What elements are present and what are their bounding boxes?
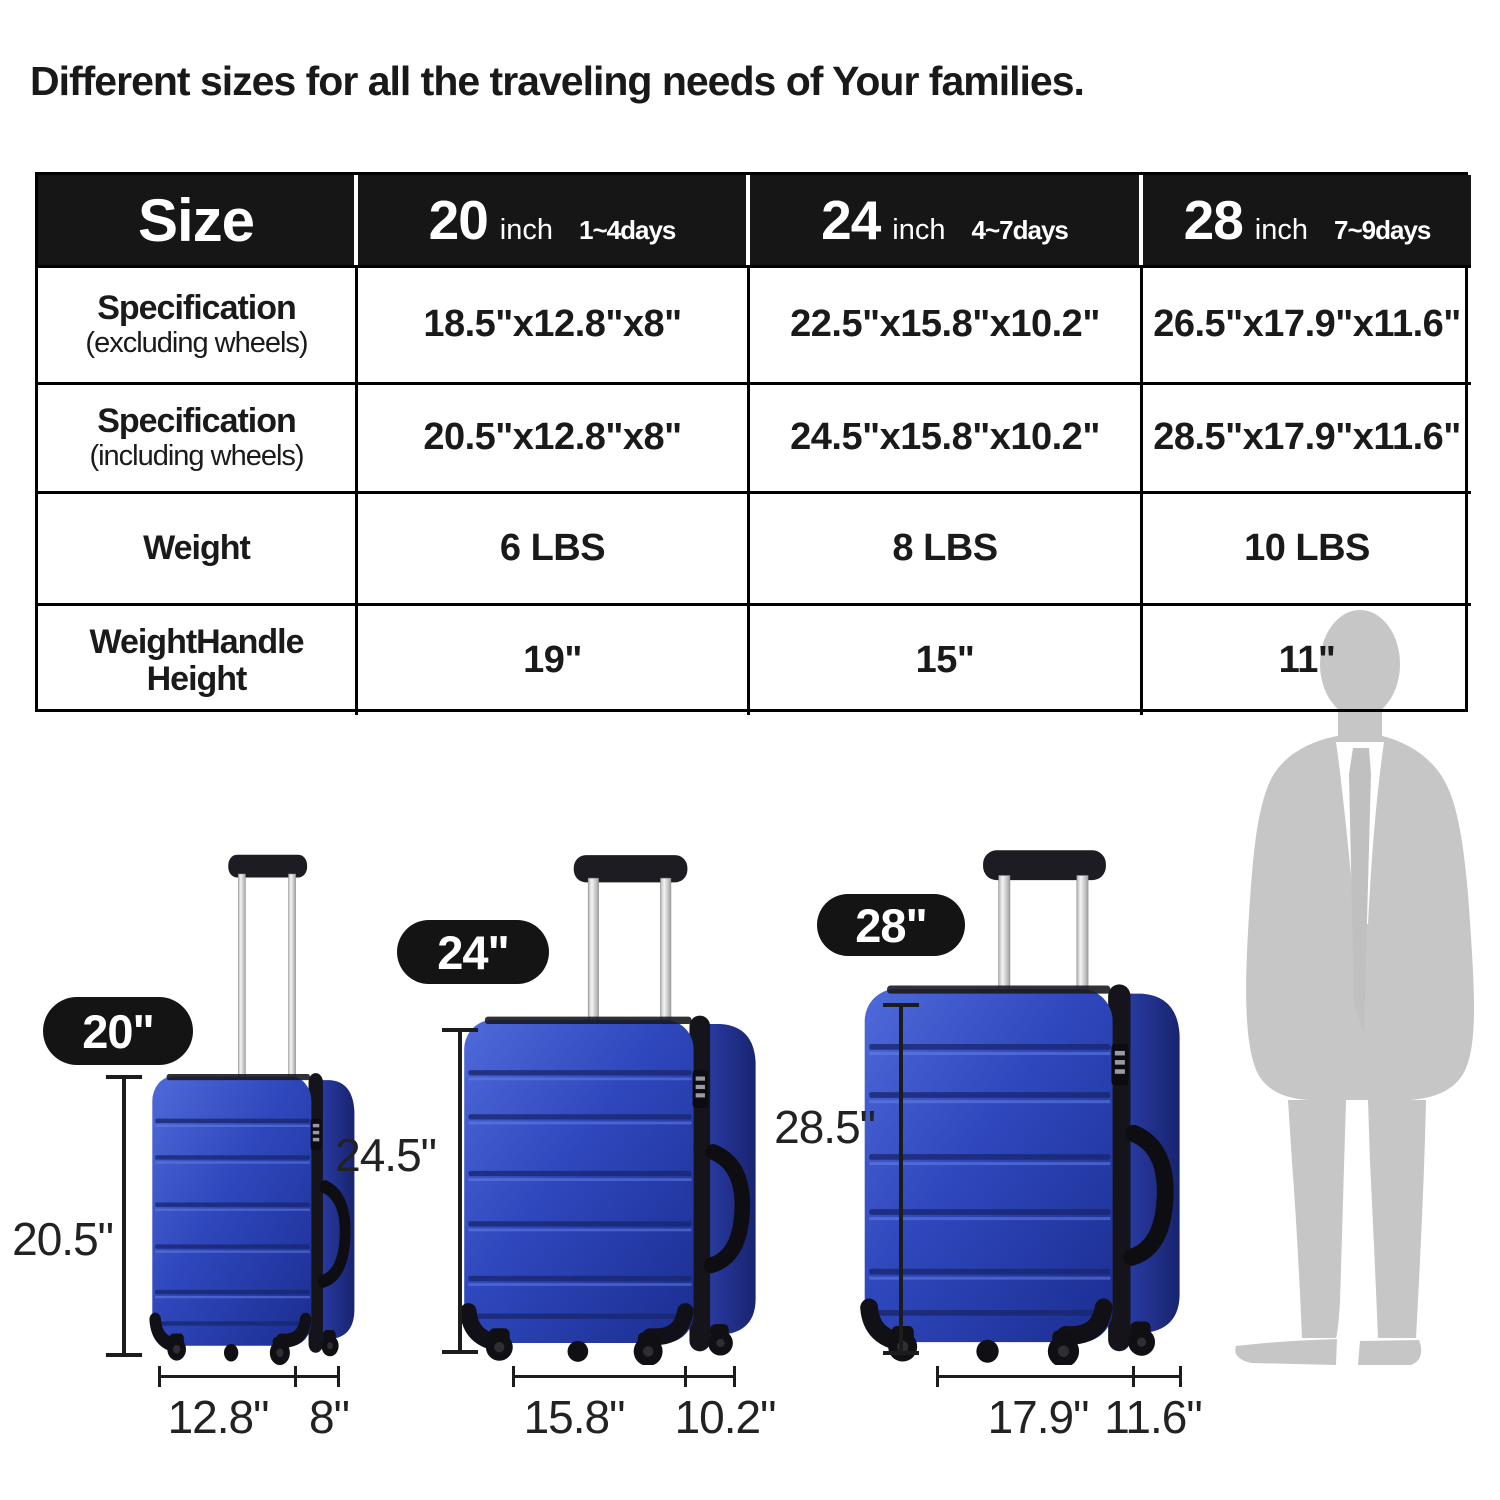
row-label-spec-including: Specification (including wheels) <box>38 382 358 491</box>
table-cell: 15" <box>750 603 1143 715</box>
width-label-20: 12.8" <box>167 1391 269 1443</box>
row-label-handle-height: WeightHandle Height <box>38 603 358 715</box>
badge-20-inch: 20" <box>43 997 193 1065</box>
row-label-weight: Weight <box>38 491 358 603</box>
size-20-days: 1~4days <box>579 215 676 245</box>
depth-label-28: 11.6" <box>1104 1391 1202 1443</box>
depth-label-20: 8" <box>309 1391 349 1443</box>
table-cell: 18.5"x12.8"x8" <box>358 265 750 382</box>
size-spec-table <box>35 172 1468 712</box>
table-cell: 8 LBS <box>750 491 1143 603</box>
suitcase-20-illustration <box>148 853 363 1365</box>
width-dim-line-24 <box>512 1375 736 1378</box>
width-label-24: 15.8" <box>523 1391 625 1443</box>
table-cell: 6 LBS <box>358 491 750 603</box>
size-header-label: Size <box>137 186 255 254</box>
height-label-20: 20.5" <box>12 1213 113 1265</box>
table-cell: 22.5"x15.8"x10.2" <box>750 265 1143 382</box>
header-cell-24 <box>750 175 1143 265</box>
header-cell-28 <box>1143 175 1471 265</box>
table-cell: 26.5"x17.9"x11.6" <box>1143 265 1471 382</box>
row-label-spec-excluding: Specification (excluding wheels) <box>38 265 358 382</box>
size-28-unit: inch <box>1254 214 1308 246</box>
size-20-number: 20 <box>428 189 488 251</box>
height-label-24: 24.5" <box>335 1129 436 1181</box>
height-label-28: 28.5" <box>774 1101 875 1153</box>
badge-28-inch: 28" <box>817 894 965 956</box>
size-28-number: 28 <box>1183 189 1243 251</box>
size-24-days: 4~7days <box>971 215 1068 245</box>
header-cell-20 <box>358 175 750 265</box>
width-label-28: 17.9" <box>987 1391 1089 1443</box>
table-cell: 11" <box>1143 603 1471 715</box>
page-title: Different sizes for all the traveling needs of Your families. <box>30 58 1084 104</box>
header-cell-size <box>38 175 358 265</box>
width-dim-line-20 <box>158 1375 340 1378</box>
height-dim-line-24 <box>442 1028 478 1354</box>
size-28-days: 7~9days <box>1334 215 1431 245</box>
table-cell: 19" <box>358 603 750 715</box>
size-24-unit: inch <box>892 214 946 246</box>
table-cell: 24.5"x15.8"x10.2" <box>750 382 1143 491</box>
height-dim-line-28 <box>883 1003 919 1355</box>
badge-24-inch: 24" <box>397 920 549 984</box>
table-cell: 28.5"x17.9"x11.6" <box>1143 382 1471 491</box>
table-cell: 10 LBS <box>1143 491 1471 603</box>
size-24-number: 24 <box>821 189 881 251</box>
table-cell: 20.5"x12.8"x8" <box>358 382 750 491</box>
person-silhouette <box>1218 602 1486 1368</box>
width-dim-line-28 <box>936 1375 1182 1378</box>
size-20-unit: inch <box>499 214 553 246</box>
depth-label-24: 10.2" <box>674 1391 776 1443</box>
